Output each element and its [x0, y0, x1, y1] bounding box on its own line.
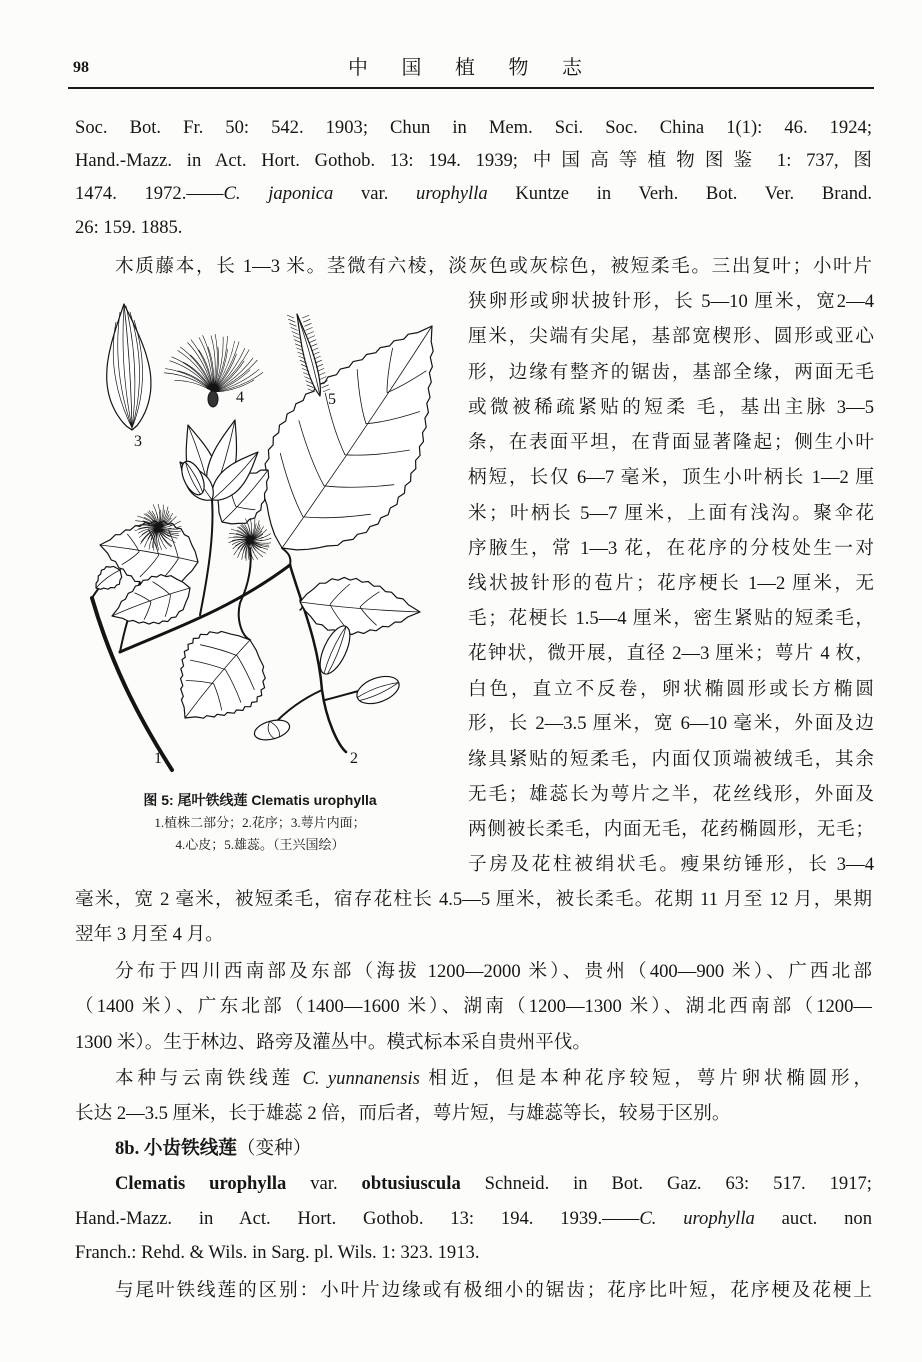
figure-caption-line-3: 4.心皮；5.雄蕊。（王兴国绘） — [175, 837, 345, 852]
running-title: 中 国 植 物 志 — [348, 57, 582, 79]
figure-label-2: 2 — [350, 750, 358, 767]
figure-caption-line-2: 1.植株二部分；2.花序；3.萼片内面； — [154, 815, 366, 830]
citation-text: auct. non — [781, 1208, 872, 1229]
rank-abbreviation: var. — [310, 1173, 338, 1194]
rank-abbreviation: var. — [361, 183, 389, 204]
misapplied-name: C. urophylla — [639, 1208, 755, 1229]
figure-label-5: 5 — [328, 391, 336, 408]
citation-text: 1474. 1972.—— — [75, 183, 224, 204]
stamen-drawing — [297, 314, 320, 396]
variety-number-name: 8b. 小齿铁线莲 — [115, 1138, 237, 1159]
description-line-3: 厘米，尖端有尖尾，基部宽楔形、圆形或亚心 — [468, 326, 874, 347]
bud-outline — [353, 671, 403, 709]
description-line-9: 序腋生，常 1—3 花，在花序的分枝处生一对 — [468, 538, 874, 559]
variety-rank: （变种） — [236, 1138, 312, 1159]
comparison-line-1 — [115, 1065, 872, 1093]
citation-line-1: Soc. Bot. Fr. 50: 542. 1903; Chun in Mem. Sci. Soc. China 1(1): 46. 1924; — [75, 117, 872, 138]
description-line-20: 翌年 3 月至 4 月。 — [75, 924, 224, 945]
leaf-drawing — [181, 631, 266, 718]
plant-illustration — [85, 292, 440, 780]
bud-outline — [314, 622, 356, 678]
citation-text: Hand.-Mazz. in Act. Hort. Gothob. 13: 194. 1939.—— — [75, 1208, 640, 1229]
figure-label-3: 3 — [134, 433, 142, 450]
page-number: 98 — [73, 59, 89, 76]
variety-citation-line-2 — [75, 1205, 872, 1233]
header-rule — [68, 87, 874, 89]
description-line-19: 毫米，宽 2 毫米，被短柔毛，宿存花柱长 4.5—5 厘米，被长柔毛。花期 11 月至 12 月，果期 — [75, 889, 872, 910]
description-line-2: 狭卵形或卵状披针形，长 5—10 厘米，宽2—4 — [468, 291, 874, 312]
variety-difference-line-1: 与尾叶铁线莲的区别：小叶片边缘或有极细小的锯齿；花序比叶短，花序梗及花梗上 — [115, 1280, 872, 1301]
variety-citation-line-1 — [115, 1170, 872, 1198]
distribution-line-2: （1400 米）、广东北部（1400—1600 米）、湖南（1200—1300 米）、湖北西南部（1200— — [75, 996, 872, 1017]
bud-outline — [252, 717, 291, 744]
citation-text: Schneid. in Bot. Gaz. 63: 517. 1917; — [484, 1173, 872, 1194]
description-line-4: 形，边缘有整齐的锯齿，基部全缘，两面无毛 — [468, 362, 874, 383]
description-line-10: 线状披针形的苞片；花序梗长 1—2 厘米，无 — [468, 573, 874, 594]
description-line-8: 米；叶柄长 5—7 厘米，上面有浅沟。聚伞花 — [468, 503, 874, 524]
description-line-7: 柄短，长仅 6—7 毫米，顶生小叶柄长 1—2 厘 — [468, 467, 874, 488]
figure-caption-title: 图 5: 尾叶铁线莲 Clematis urophylla — [143, 792, 377, 808]
description-line-1: 木质藤本，长 1—3 米。茎微有六棱，淡灰色或灰棕色，被短柔毛。三出复叶；小叶片 — [115, 256, 872, 277]
description-line-5: 或微被稀疏紧贴的短柔 毛，基出主脉 3—5 — [468, 397, 874, 418]
comparison-text: 本种与云南铁线莲 — [115, 1068, 294, 1089]
description-line-17: 两侧被长柔毛，内面无毛，花药椭圆形，无毛； — [468, 819, 874, 840]
carpel-hairs — [164, 334, 263, 392]
leaf-drawing — [96, 566, 122, 589]
bud-drawing — [252, 717, 291, 744]
citation-line-2: Hand.-Mazz. in Act. Hort. Gothob. 13: 194. 1939; 中国高等植物图鉴 1: 737, 图 — [75, 150, 872, 171]
stem-drawing — [92, 598, 172, 770]
bud-drawing — [353, 671, 403, 709]
description-line-16: 无毛；雄蕊长为萼片之半，花丝线形，外面及 — [468, 784, 874, 805]
description-line-15: 缘具紧贴的短柔毛，内面仅顶端被绒毛，其余 — [468, 749, 874, 770]
stem-drawing — [282, 548, 290, 565]
description-line-11: 毛；花梗长 1.5—4 厘米，密生紧贴的短柔毛， — [468, 608, 874, 629]
variety-species-name: Clematis urophylla — [115, 1173, 287, 1194]
figure-label-4: 4 — [236, 389, 244, 406]
comparison-text: 相近，但是本种花序较短，萼片卵状椭圆形， — [428, 1068, 872, 1089]
synonym-epithet: urophylla — [416, 183, 488, 204]
description-line-14: 形，长 2—3.5 厘米，宽 6—10 毫米，外面及边 — [468, 713, 874, 734]
description-line-12: 花钟状，微开展，直径 2—3 厘米；萼片 4 枚， — [468, 643, 874, 664]
figure-label-1: 1 — [154, 750, 162, 767]
leaf-drawing — [112, 575, 190, 625]
leaf-drawing — [300, 577, 420, 634]
bud-drawing — [314, 622, 356, 678]
synonym-name: C. japonica — [223, 183, 334, 204]
variety-epithet: obtusiuscula — [361, 1173, 461, 1194]
stem-drawing — [239, 603, 250, 640]
stem-drawing — [200, 500, 213, 615]
description-line-18: 子房及花柱被绢状毛。瘦果纺锤形，长 3—4 — [468, 854, 874, 875]
distribution-line-3: 1300 米）。生于林边、路旁及灌丛中。模式标本采自贵州平伐。 — [75, 1032, 591, 1053]
variety-heading — [115, 1135, 872, 1163]
description-line-6: 条，在表面平坦，在背面显著隆起；侧生小叶 — [468, 432, 874, 453]
variety-citation-line-3: Franch.: Rehd. & Wils. in Sarg. pl. Wils. 1: 323. 1913. — [75, 1242, 480, 1263]
distribution-line-1: 分布于四川西南部及东部（海拔 1200—2000 米）、贵州（400—900 米）、广西北部 — [115, 961, 872, 982]
plant-line-drawing — [92, 304, 433, 770]
carpel-ovary — [208, 391, 218, 407]
citation-text: Kuntze in Verh. Bot. Ver. Brand. — [515, 183, 872, 204]
related-taxon-name: C. yunnanensis — [302, 1068, 420, 1089]
citation-line-3 — [75, 180, 872, 208]
description-line-13: 白色，直立不反卷，卵状椭圆形或长方椭圆 — [468, 679, 874, 700]
comparison-line-2: 长达 2—3.5 厘米，长于雄蕊 2 倍，而后者，萼片短，与雄蕊等长，较易于区别。 — [75, 1103, 731, 1124]
citation-line-4: 26: 159. 1885. — [75, 217, 183, 238]
